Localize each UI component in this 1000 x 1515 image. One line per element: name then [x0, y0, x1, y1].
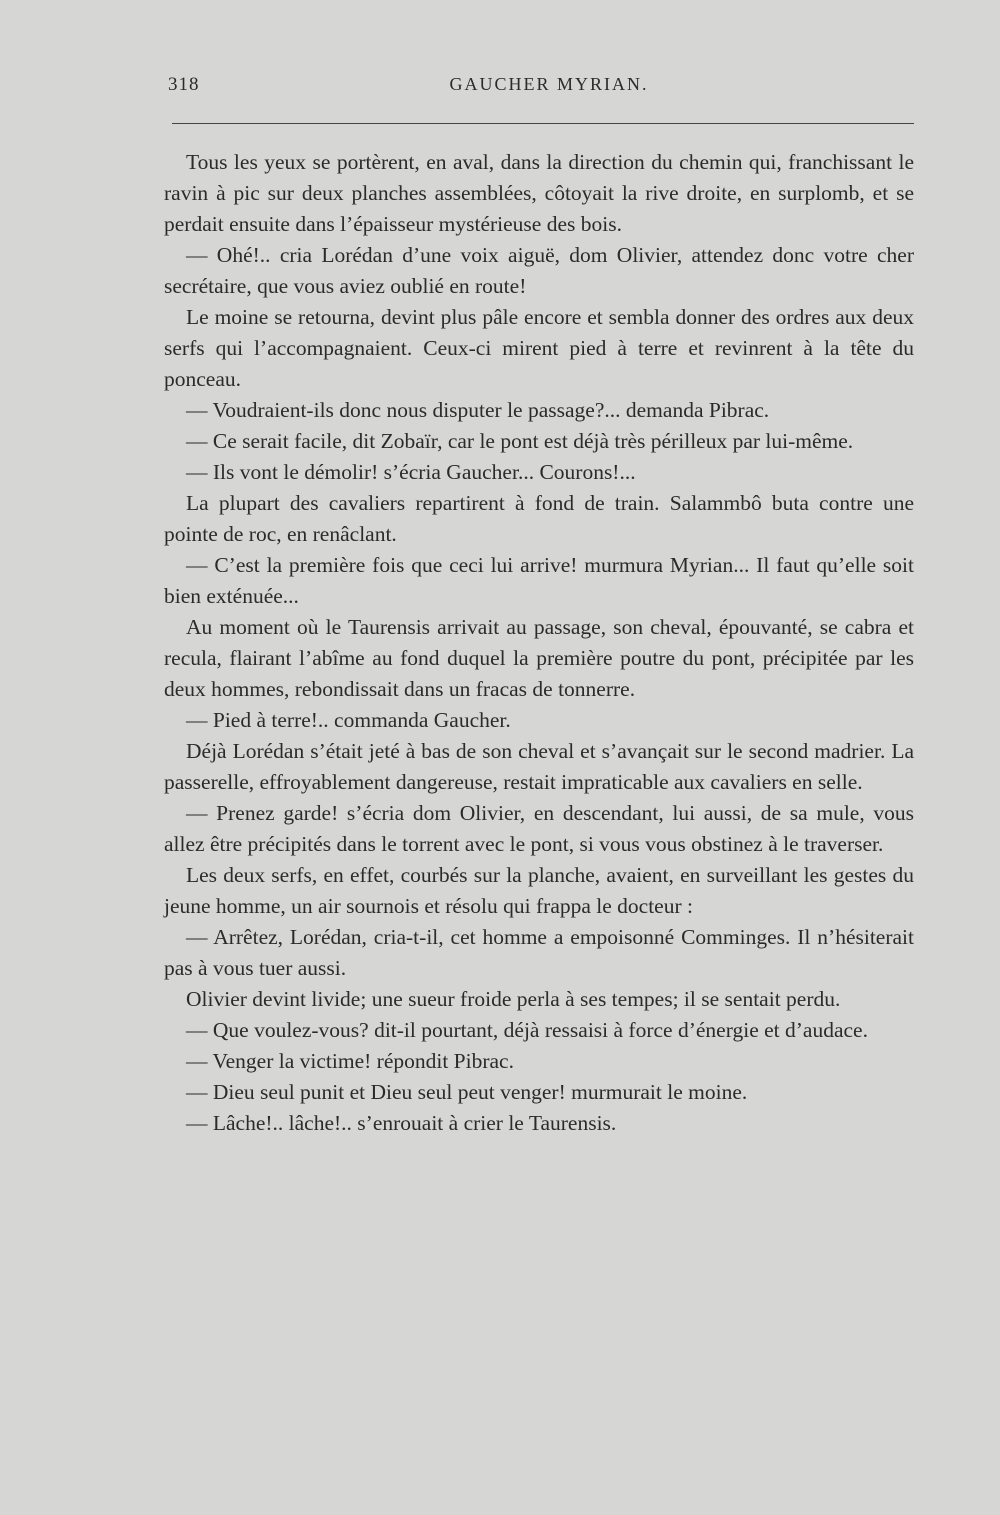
header-rule	[172, 123, 914, 124]
paragraph: La plupart des cavaliers repartirent à fond de train. Salammbô buta contre une pointe de roc, en renâclant.	[164, 491, 914, 546]
page-number: 318	[168, 74, 200, 95]
paragraph: — Prenez garde! s’écria dom Olivier, en descendant, lui aussi, de sa mule, vous allez être précipités dans le torrent avec le pont, si vous vous obstinez à le traverser.	[164, 801, 914, 856]
paragraph: — Ohé!.. cria Lorédan d’une voix aiguë, dom Olivier, attendez donc votre cher secrétaire, que vous aviez oublié en route!	[164, 243, 914, 298]
running-title: GAUCHER MYRIAN.	[449, 74, 649, 94]
paragraph: — Ils vont le démolir! s’écria Gaucher... Courons!...	[186, 460, 636, 484]
paragraph: — Ce serait facile, dit Zobaïr, car le pont est déjà très périlleux par lui-même.	[186, 429, 854, 453]
body-text	[164, 147, 914, 1139]
paragraph: — Lâche!.. lâche!.. s’enrouait à crier le Taurensis.	[186, 1111, 617, 1135]
paragraph: — Pied à terre!.. commanda Gaucher.	[186, 708, 511, 732]
paragraph: Les deux serfs, en effet, courbés sur la planche, avaient, en surveillant les gestes du jeune homme, un air sournois et résolu qui frappa le docteur :	[164, 863, 914, 918]
paragraph: Olivier devint livide; une sueur froide perla à ses tempes; il se sentait perdu.	[186, 987, 841, 1011]
page-header	[168, 74, 914, 104]
paragraph: Le moine se retourna, devint plus pâle encore et sembla donner des ordres aux deux serfs qui l’accompagnaient. Ceux-ci mirent pied à terre et revinrent à la tête du ponceau.	[164, 305, 914, 391]
paragraph: — Que voulez-vous? dit-il pourtant, déjà ressaisi à force d’énergie et d’audace.	[186, 1018, 868, 1042]
paragraph: — Dieu seul punit et Dieu seul peut venger! murmurait le moine.	[186, 1080, 748, 1104]
paragraph: — Arrêtez, Lorédan, cria-t-il, cet homme a empoisonné Comminges. Il n’hésiterait pas à vous tuer aussi.	[164, 925, 914, 980]
paragraph: — Voudraient-ils donc nous disputer le passage?... demanda Pibrac.	[186, 398, 770, 422]
paragraph: — C’est la première fois que ceci lui arrive! murmura Myrian... Il faut qu’elle soit bien exténuée...	[164, 553, 914, 608]
paragraph: Au moment où le Taurensis arrivait au passage, son cheval, épouvanté, se cabra et recula, flairant l’abîme au fond duquel la première poutre du pont, précipitée par les deux hommes, rebondissait dans un fracas de tonnerre.	[164, 615, 914, 701]
paragraph: Tous les yeux se portèrent, en aval, dans la direction du chemin qui, franchissant le ravin à pic sur deux planches assemblées, côtoyait la rive droite, en surplomb, et se perdait ensuite dans l’épaisseur mystérieuse des bois.	[164, 150, 914, 236]
paragraph: — Venger la victime! répondit Pibrac.	[186, 1049, 514, 1073]
paragraph: Déjà Lorédan s’était jeté à bas de son cheval et s’avançait sur le second madrier. La passerelle, effroyablement dangereuse, restait impraticable aux cavaliers en selle.	[164, 739, 914, 794]
